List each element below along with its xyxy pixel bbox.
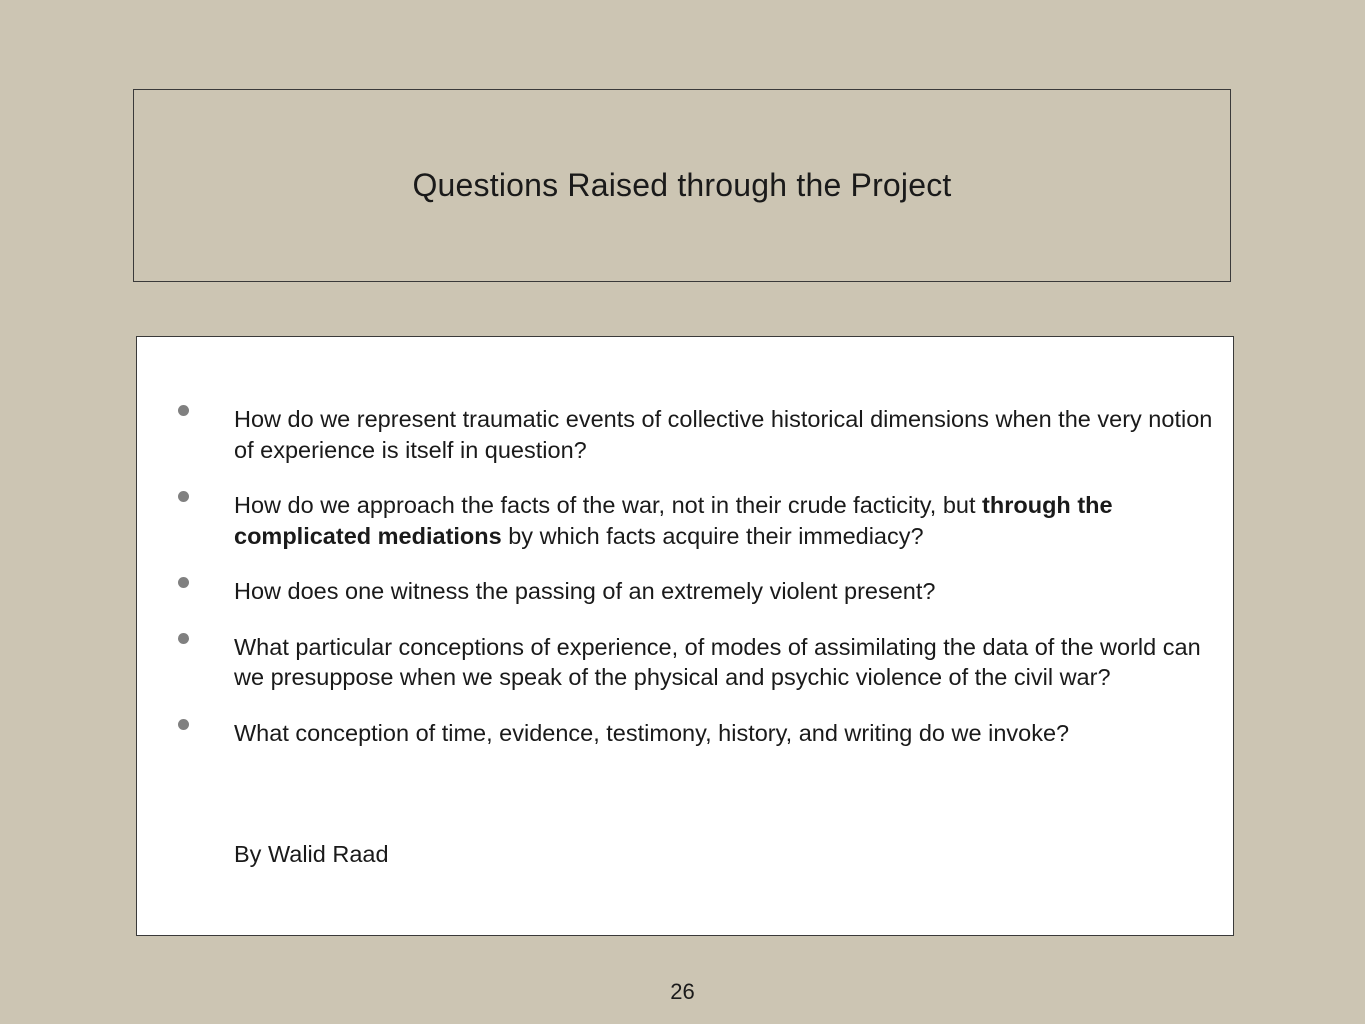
bullet-dot-icon xyxy=(178,633,189,644)
bullet-text-bold: through the complicated mediations xyxy=(234,492,1113,549)
slide-title: Questions Raised through the Project xyxy=(412,167,952,203)
bullet-dot-icon xyxy=(178,405,189,416)
bullet-item xyxy=(137,404,1233,465)
bullet-text: How do we represent traumatic events of collective historical dimensions when the very notion of experience is itself in question? xyxy=(234,406,1213,463)
content-box xyxy=(136,336,1234,936)
bullet-item xyxy=(137,576,1233,607)
title-box xyxy=(133,89,1231,282)
bullet-dot-icon xyxy=(178,719,189,730)
page-number: 26 xyxy=(670,979,695,1004)
bullet-dot-icon xyxy=(178,491,189,502)
bullet-item xyxy=(137,490,1233,551)
bullet-text-before: How do we approach the facts of the war, not in their crude facticity, but xyxy=(234,492,983,518)
bullet-item xyxy=(137,632,1233,693)
bullet-text: What particular conceptions of experience, of modes of assimilating the data of the world can we presuppose when we speak of the physical and psychic violence of the civil war? xyxy=(234,633,1201,690)
bullet-dot-icon xyxy=(178,577,189,588)
bullet-item xyxy=(137,718,1233,749)
bullet-list xyxy=(137,404,1233,773)
bullet-text-after: by which facts acquire their immediacy? xyxy=(501,522,924,549)
bullet-text: What conception of time, evidence, testimony, history, and writing do we invoke? xyxy=(234,719,1070,746)
byline: By Walid Raad xyxy=(234,841,389,867)
bullet-text: How does one witness the passing of an extremely violent present? xyxy=(234,578,936,604)
